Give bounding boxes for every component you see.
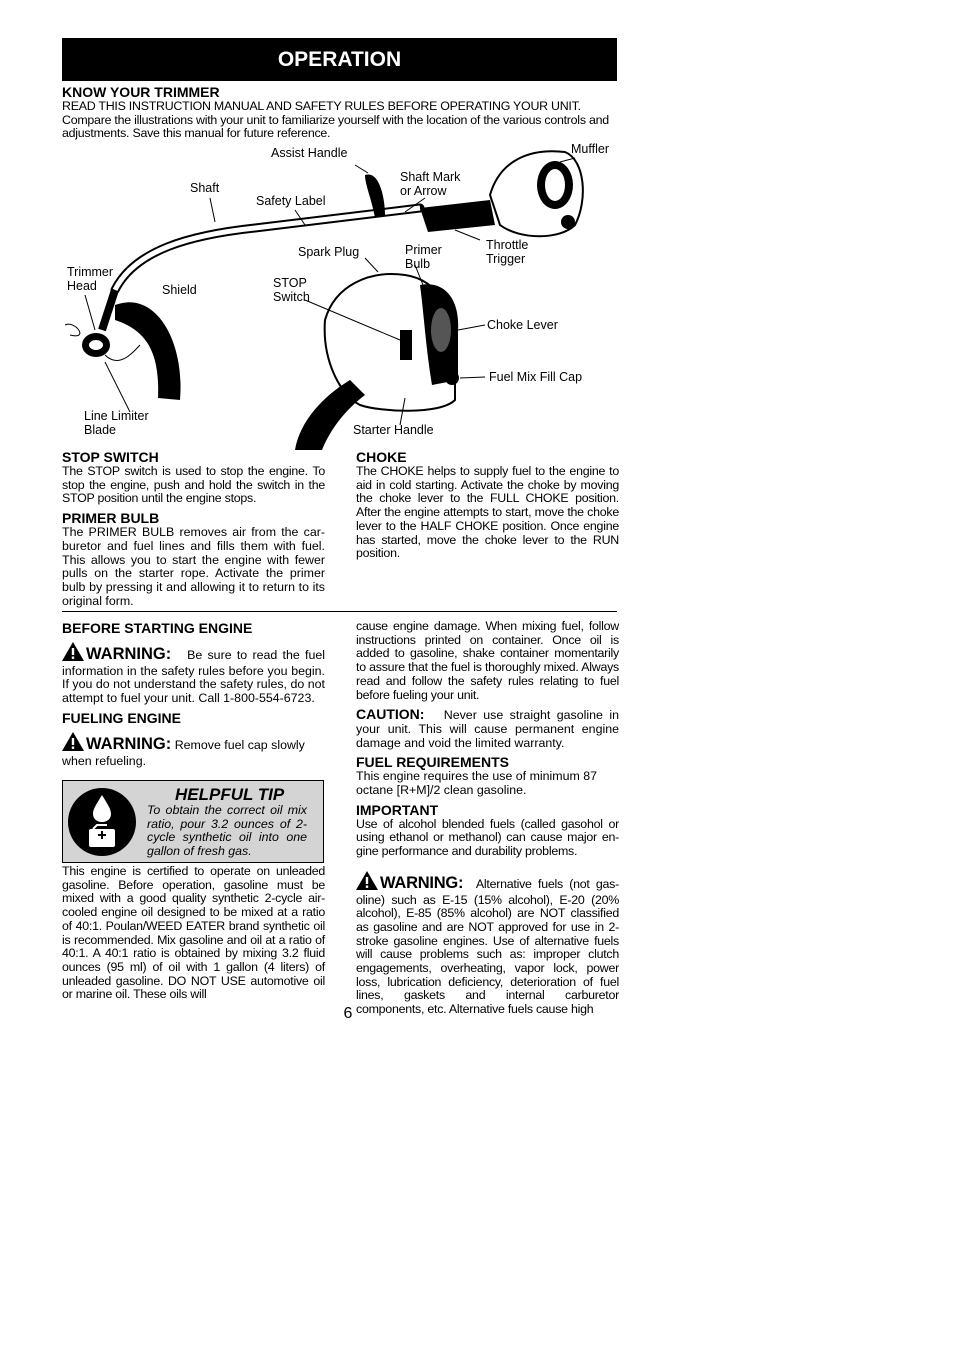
important-heading: IMPORTANT: [356, 801, 439, 818]
label-trimmer-head: Trimmer Head: [67, 265, 114, 293]
label-fuel-mix-fill-cap: Fuel Mix Fill Cap: [489, 370, 583, 384]
important-text: Use of alcohol blended fuels (called gasohol or using ethanol or methanol) can cause major en- gine performance and durability problems.: [356, 816, 619, 859]
label-shaft: Shaft: [190, 181, 220, 195]
label-primer-bulb: Primer Bulb: [405, 243, 442, 271]
certified-section: [62, 865, 325, 1002]
primer-bulb-text: The PRIMER BULB removes air from the car- buretor and fuel lines and fills them with fuel. This allows you to start the engine with fewer pulls on the starter rope. Activate the primer bulb by pressing it and allowing it to return to its original form.: [62, 525, 325, 608]
know-your-trimmer: [62, 84, 619, 141]
know-heading: KNOW YOUR TRIMMER: [62, 84, 220, 100]
caution-text: Never use straight gasoline in your unit. This will cause permanent engine damage and void the limited warranty.: [356, 708, 619, 750]
before-starting-heading: BEFORE STARTING ENGINE: [62, 620, 253, 636]
before-starting-warning: [62, 642, 325, 706]
alt-fuel-warning: [356, 871, 619, 1017]
trimmer-illustration: [60, 140, 620, 452]
label-assist-handle: Assist Handle: [271, 146, 348, 160]
stop-switch-heading: STOP SWITCH: [62, 449, 159, 465]
label-shaft-mark: Shaft Mark or Arrow: [400, 170, 461, 198]
warning-text: Remove fuel cap slowly when refueling.: [62, 737, 305, 768]
section-banner: OPERATION: [62, 38, 617, 81]
warning-icon: [62, 642, 84, 665]
helpful-tip-title: HELPFUL TIP: [175, 785, 285, 804]
helpful-tip-text: To obtain the correct oil mix ratio, pour 3.2 ounces of 2-cycle synthetic oil into one gallon of fresh gas.: [147, 803, 307, 859]
fuel-requirements-text: This engine requires the use of minimum 87 octane [R+M]/2 clean gasoline.: [356, 769, 598, 798]
label-choke-lever: Choke Lever: [487, 318, 558, 332]
label-throttle-trigger: Throttle Trigger: [486, 238, 529, 266]
certified-text: This engine is certified to operate on unleaded gasoline. Before operation, gasoline must be mixed with a good quality synthetic 2-cycle air-cooled engine oil designed to be mixed at a ratio of 40:1. Poulan/WEED EATER brand synthetic oil is recommended. Mix gasoline and oil at a ratio of 40:1. A 40:1 ratio is obtained by mixing 3.2 fluid ounces (95 ml) of oil with 1 gallon (4 liters) of unleaded gasoline. DO NOT USE automotive oil or marine oil. These oils will: [62, 864, 325, 1002]
label-spark-plug: Spark Plug: [298, 245, 360, 259]
choke-section: [356, 449, 619, 561]
caution-label: CAUTION:: [356, 706, 425, 723]
label-stop-switch: STOP Switch: [273, 276, 310, 304]
helpful-tip-box: [62, 780, 324, 863]
stop-switch-section: [62, 449, 325, 608]
warning-label: WARNING:: [380, 873, 464, 892]
label-line-limiter-blade: Line Limiter Blade: [84, 409, 149, 437]
page-number: 6: [343, 1005, 353, 1022]
know-line2: Compare the illustrations with your unit to familiarize yourself with the location of the various controls and adjustments. Save this manual for future reference.: [62, 112, 609, 141]
label-starter-handle: Starter Handle: [353, 423, 434, 437]
label-shield: Shield: [162, 283, 197, 297]
fueling-warning: [62, 732, 325, 768]
fuel-requirements-heading: FUEL REQUIREMENTS: [356, 754, 509, 771]
fuel-info-section: [356, 620, 619, 1017]
know-line1: READ THIS INSTRUCTION MANUAL AND SAFETY RULES BEFORE OPERATING YOUR UNIT.: [62, 99, 581, 113]
warning-text: Alternative fuels (not gas- oline) such as E-15 (15% alcohol), E-20 (20% alcohol), E-85 (85% alcohol) are NOT classified as gasoline and are NOT approved for use in 2-stroke gasoline engines. Use of alternative fuels will cause problems such as: improper clutch engagements, overheating, vapor lock, power loss, lubrication deficiency, deterioration of fuel lines, gaskets and internal carburetor components, etc. Alternative fuels cause high: [356, 876, 620, 1017]
warning-icon: [356, 871, 378, 894]
choke-heading: CHOKE: [356, 449, 407, 465]
fuel-drop-icon: [67, 787, 137, 857]
continued-text: cause engine damage. When mixing fuel, follow instructions printed on container. Once oil is added to gasoline, shake container momentarily to assure that the fuel is thoroughly mixed. Always read and follow the safety rules relating to fuel before fueling your unit.: [356, 619, 619, 702]
before-starting-section: [62, 620, 325, 768]
warning-text: Be sure to read the fuel information in the safety rules before you begin. If you do not understand the safety rules, do not attempt to fuel your unit. Call 1-800-554-6723.: [62, 648, 326, 706]
warning-label: WARNING:: [86, 734, 172, 753]
label-safety-label: Safety Label: [256, 194, 326, 208]
warning-icon: [62, 732, 84, 755]
fueling-heading: FUELING ENGINE: [62, 709, 182, 726]
section-divider: [62, 611, 617, 612]
label-muffler: Muffler: [571, 142, 609, 156]
stop-switch-text: The STOP switch is used to stop the engine. To stop the engine, push and hold the switch in the STOP position until the engine stops.: [62, 464, 325, 506]
warning-label: WARNING:: [86, 645, 172, 663]
caution-paragraph: [356, 706, 619, 750]
primer-bulb-heading: PRIMER BULB: [62, 510, 160, 527]
choke-text: The CHOKE helps to supply fuel to the engine to aid in cold starting. Activate the choke by moving the choke lever to the FULL CHOKE position. After the engine attempts to start, move the choke lever to the HALF CHOKE position. Once engine has started, move the choke lever to the RUN position.: [356, 464, 619, 561]
